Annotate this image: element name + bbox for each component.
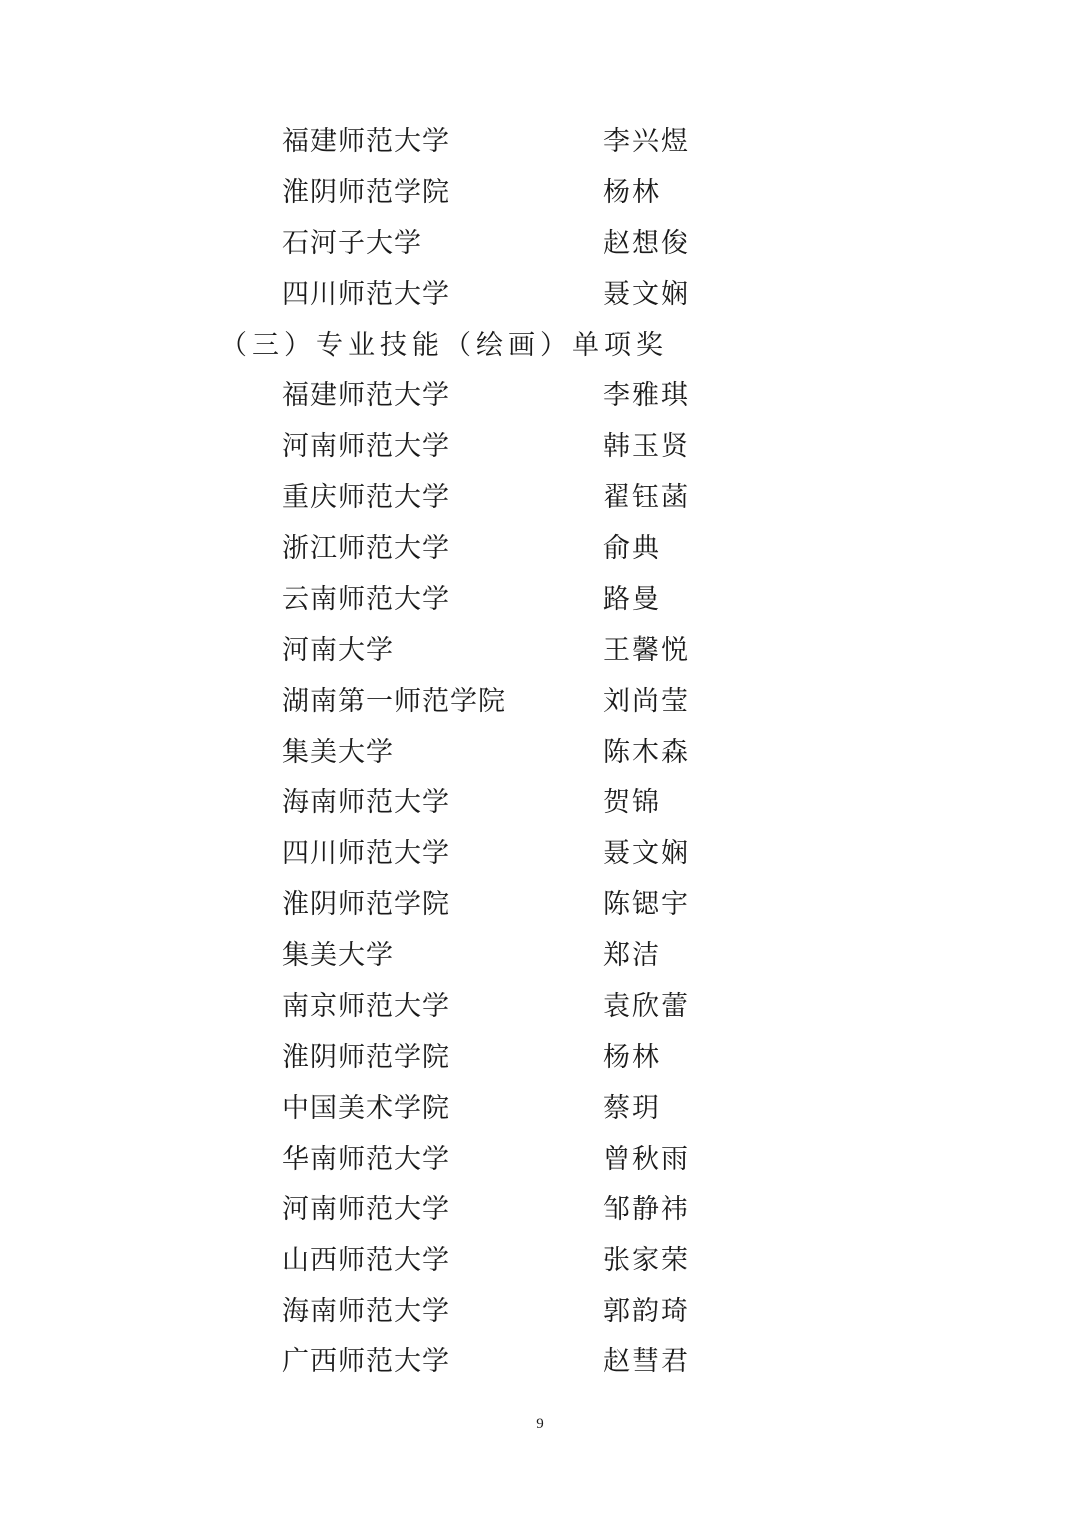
school-name: 集美大学 (282, 940, 394, 971)
school-name: 集美大学 (282, 737, 394, 768)
winner-name: 郭韵琦 (603, 1296, 690, 1327)
school-name: 南京师范大学 (282, 991, 450, 1022)
winner-name: 袁欣蕾 (603, 991, 690, 1022)
winner-name: 蔡玥 (603, 1093, 661, 1124)
winner-name: 邹静祎 (603, 1194, 690, 1225)
school-name: 云南师范大学 (282, 584, 450, 615)
school-name: 浙江师范大学 (282, 533, 450, 564)
school-name: 淮阴师范学院 (282, 889, 450, 920)
winner-name: 贺锦 (603, 787, 661, 818)
winner-name: 赵想俊 (603, 228, 690, 259)
winner-name: 陈锶宇 (603, 889, 690, 920)
winner-name: 刘尚莹 (603, 686, 690, 717)
school-name: 山西师范大学 (282, 1245, 450, 1276)
school-name: 华南师范大学 (282, 1144, 450, 1175)
school-name: 石河子大学 (282, 228, 422, 259)
school-name: 福建师范大学 (282, 380, 450, 411)
winner-name: 聂文娴 (603, 279, 690, 310)
winner-name: 赵彗君 (603, 1346, 690, 1377)
school-name: 淮阴师范学院 (282, 1042, 450, 1073)
winner-name: 王馨悦 (603, 635, 690, 666)
winner-name: 路曼 (603, 584, 661, 615)
school-name: 淮阴师范学院 (282, 177, 450, 208)
school-name: 重庆师范大学 (282, 482, 450, 513)
school-name: 海南师范大学 (282, 1296, 450, 1327)
school-name: 河南师范大学 (282, 431, 450, 462)
school-name: 湖南第一师范学院 (282, 686, 506, 717)
page-number: 9 (536, 1416, 544, 1432)
school-name: 四川师范大学 (282, 838, 450, 869)
winner-name: 聂文娴 (603, 838, 690, 869)
school-name: 海南师范大学 (282, 787, 450, 818)
winner-name: 李雅琪 (603, 380, 690, 411)
school-name: 广西师范大学 (282, 1346, 450, 1377)
school-name: 四川师范大学 (282, 279, 450, 310)
winner-name: 陈木森 (603, 737, 690, 768)
school-name: 福建师范大学 (282, 126, 450, 157)
school-name: 河南师范大学 (282, 1194, 450, 1225)
winner-name: 曾秋雨 (603, 1144, 690, 1175)
winner-name: 韩玉贤 (603, 431, 690, 462)
winner-name: 杨林 (603, 177, 661, 208)
school-name: 中国美术学院 (282, 1093, 450, 1124)
winner-name: 杨林 (603, 1042, 661, 1073)
section-heading: （三）专业技能（绘画）单项奖 (220, 330, 668, 361)
school-name: 河南大学 (282, 635, 394, 666)
winner-name: 郑洁 (603, 940, 661, 971)
winner-name: 翟钰菡 (603, 482, 690, 513)
winner-name: 张家荣 (603, 1245, 690, 1276)
winner-name: 俞典 (603, 533, 661, 564)
winner-name: 李兴煜 (603, 126, 690, 157)
